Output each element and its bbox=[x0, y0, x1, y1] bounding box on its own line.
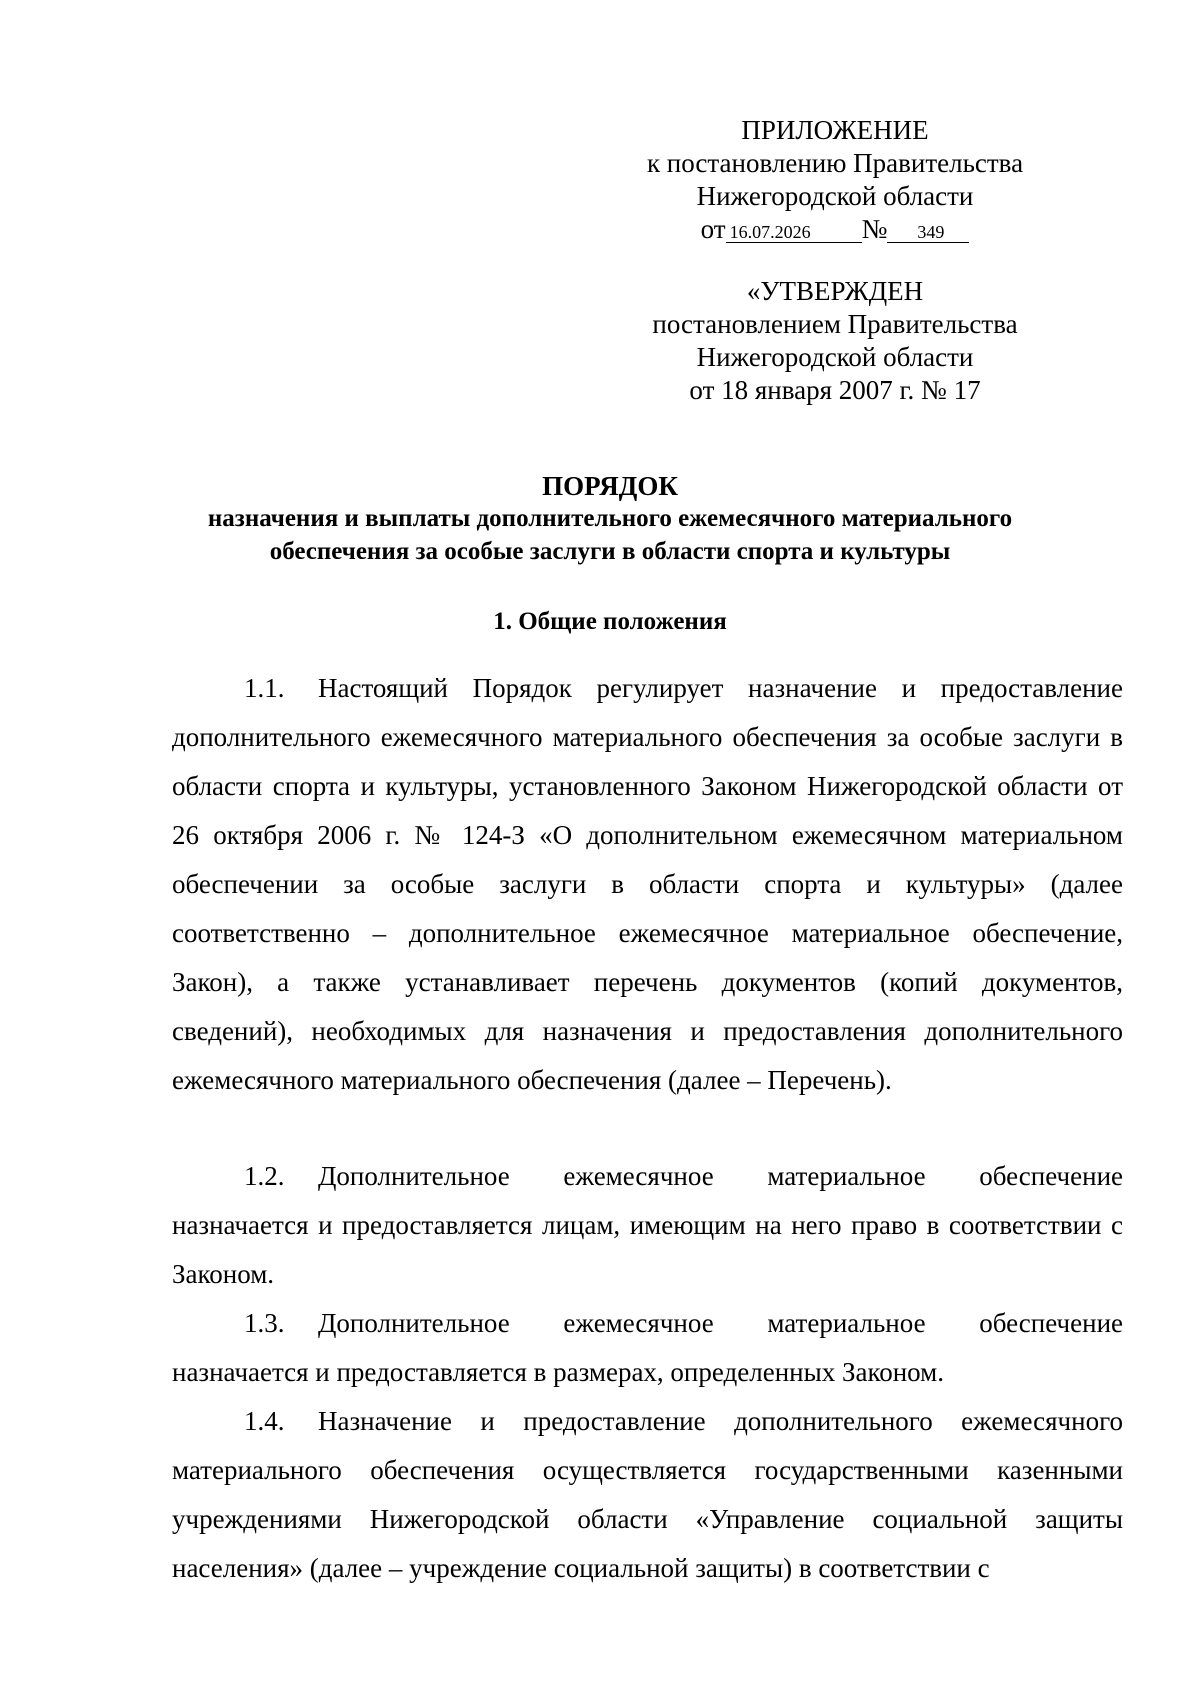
approved-line-3: Нижегородской области bbox=[696, 342, 974, 372]
number-value: 349 bbox=[887, 222, 969, 243]
appendix-title: ПРИЛОЖЕНИЕ bbox=[741, 115, 929, 145]
approved-header bbox=[620, 275, 1050, 407]
approved-line-1: «УТВЕРЖДЕН bbox=[746, 276, 924, 306]
appendix-line-2: Нижегородской области bbox=[696, 181, 974, 211]
paragraph-1-2 bbox=[172, 1152, 1123, 1299]
section-heading: 1. Общие положения bbox=[493, 608, 727, 635]
appendix-header bbox=[620, 114, 1050, 246]
title-line-2: обеспечения за особые заслуги в области спорта и культуры bbox=[269, 538, 951, 565]
paragraph-text: Дополнительное ежемесячное материальное обеспечение назначается и предоставляется лицам, имеющим на него право в соответствии с Законом. bbox=[172, 1161, 1123, 1289]
number-prefix: № bbox=[861, 214, 888, 244]
paragraph-number: 1.4. bbox=[244, 1406, 285, 1436]
approved-line-2: постановлением Правительства bbox=[652, 309, 1018, 339]
appendix-date-line bbox=[620, 213, 1050, 246]
approved-line-4: от 18 января 2007 г. № 17 bbox=[689, 375, 981, 405]
paragraph-1-1 bbox=[172, 664, 1123, 1105]
title-line-1: назначения и выплаты дополнительного ежемесячного материального bbox=[207, 505, 1013, 532]
paragraph-number: 1.1. bbox=[244, 673, 285, 703]
date-prefix: от bbox=[700, 214, 726, 244]
paragraph-text: Настоящий Порядок регулирует назначение и предоставление дополнительного ежемесячного материального обеспечения за особые заслуги в области спорта и культуры, установленного Законом Нижегородской области от 26 октября 2006 г. № 124-З «О дополнительном ежемесячном материальном обеспечении за особые заслуги в области спорта и культуры» (далее соответственно – дополнительное ежемесячное материальное обеспечение, Закон), а также устанавливает перечень документов (копий документов, сведений), необходимых для назначения и предоставления дополнительного ежемесячного материального обеспечения (далее – Перечень). bbox=[172, 673, 1123, 1095]
paragraph-number: 1.2. bbox=[244, 1161, 285, 1191]
document-title bbox=[130, 470, 1090, 568]
paragraph-1-3 bbox=[172, 1299, 1123, 1397]
paragraph-1-4 bbox=[172, 1397, 1123, 1593]
paragraph-text: Дополнительное ежемесячное материальное обеспечение назначается и предоставляется в размерах, определенных Законом. bbox=[172, 1308, 1123, 1387]
appendix-line-1: к постановлению Правительства bbox=[646, 148, 1024, 178]
title-main: ПОРЯДОК bbox=[542, 471, 678, 501]
paragraph-text: Назначение и предоставление дополнительного ежемесячного материального обеспечения осуществляется государственными казенными учреждениями Нижегородской области «Управление социальной защиты населения» (далее – учреждение социальной защиты) в соответствии с bbox=[172, 1406, 1123, 1583]
date-value: 16.07.2026 bbox=[726, 222, 862, 243]
paragraph-number: 1.3. bbox=[244, 1308, 285, 1338]
